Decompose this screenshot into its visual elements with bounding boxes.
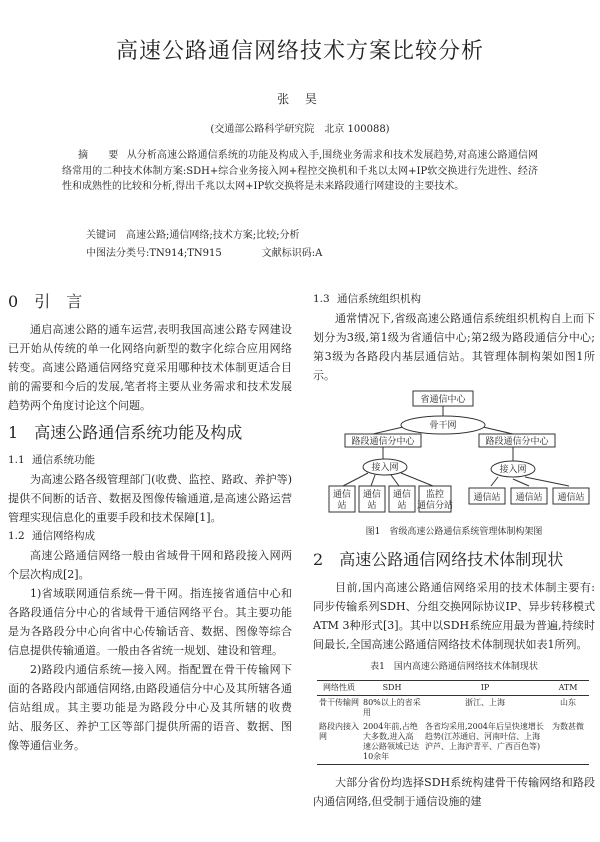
table-1-caption: 表1 国内高速公路通信网络技术体制现状 [370, 662, 538, 672]
abstract [62, 148, 538, 195]
station-label: 通信站 [332, 490, 352, 511]
table-cell: 2004年前,占绝大多数,进入高速公路领域已达10余年 [361, 720, 423, 765]
classification: 中图法分类号:TN914;TN915 [86, 248, 222, 259]
management-structure-diagram [313, 389, 595, 519]
doc-code: 文献标识码:A [261, 248, 323, 259]
author: 张 昊 [277, 92, 323, 106]
affiliation: (交通部公路科学研究院 北京 100088) [210, 124, 390, 135]
section-1-1-paragraph: 为高速公路各级管理部门(收费、监控、路政、养护等)提供不间断的话音、数据及图像传输通道,是高速公路运营管理实现信息化的重要手段和技术保障[1]。 [8, 473, 292, 524]
station-label: 通信站 [362, 490, 382, 511]
station-label: 通信站 [557, 493, 585, 503]
classification-line [86, 244, 322, 259]
abstract-label: 摘 要 [78, 150, 124, 161]
abstract-text: 从分析高速公路通信系统的功能及构成入手,围绕业务需求和技术发展趋势,对高速公路通信网络常用的二种技术体制方案:SDH+综合业务接入网+程控交换机和千兆以太网+IP软交换进行先进性、经济性和成熟性的比较和分析,得出千兆以太网+IP软交换将是未来路段通行网建设的主要技术。 [62, 150, 539, 192]
section-1-1-number: 1.1 [8, 454, 25, 466]
section-1-2-paragraph-2: 1)省域联网通信系统—骨干网。指连接省通信中心和各路段通信分中心的省域骨干通信网络平台。其主要功能是为各路段分中心向省中心传输话音、数据、图像等综合信息提供传输通道。一般由各省统一规划、建设和管理。 [8, 587, 292, 657]
after-table-paragraph: 大部分省份均选择SDH系统构建骨干传输网络和路段内通信网络,但受制于通信设施的建 [313, 776, 595, 808]
section-1-2-paragraph-3: 2)路段内通信系统—接入网。指配置在骨干传输网下面的各路段内部通信网络,由路段通信分中心及其所辖各通信站组成。其主要功能是为路段分中心及其所辖的收费站、服务区、养护工区等部门提供所需的语音、数据、图像等通信业务。 [8, 663, 292, 752]
table-cell: 骨干传输网 [319, 698, 359, 707]
table-row [317, 720, 589, 765]
section-1-title: 高速公路通信系统功能及构成 [34, 423, 243, 442]
left-column [8, 290, 292, 755]
section-1-heading [8, 421, 292, 445]
section-2-heading [313, 548, 595, 572]
table-header: 网络性质 [317, 681, 361, 696]
station-label: 通信站 [515, 493, 543, 503]
sub-center-left-label: 路段通信分中心 [351, 437, 415, 447]
access-net-left-label: 接入网 [371, 463, 399, 473]
figure-1-caption: 图1 省级高速公路通信系统管理体制构架图 [365, 527, 543, 537]
table-row [317, 696, 589, 721]
table-header-row [317, 681, 589, 696]
table-header: SDH [361, 681, 423, 696]
table-cell: 山东 [560, 698, 576, 707]
paper-title: 高速公路通信网络技术方案比较分析 [115, 39, 484, 64]
section-1-number: 1 [8, 423, 19, 442]
section-1-2-paragraph-1: 高速公路通信网络一般由省域骨干网和路段接入网两个层次构成[2]。 [8, 549, 292, 581]
table-header: IP [423, 681, 547, 696]
table-cell: 80%以上的省采用 [363, 698, 421, 717]
sub-center-right-label: 路段通信分中心 [485, 437, 549, 447]
section-1-3-title: 通信系统组织机构 [337, 293, 421, 305]
table-header: ATM [547, 681, 589, 696]
provincial-center-label: 省通信中心 [420, 395, 466, 405]
section-1-2-title: 通信网络构成 [32, 530, 95, 542]
table-1 [317, 680, 589, 765]
section-0-title: 引 言 [34, 292, 83, 311]
section-1-3-heading [313, 290, 595, 309]
access-net-right-label: 接入网 [499, 465, 527, 475]
monitor-station-label: 监控通信分站 [416, 490, 454, 511]
section-1-3-number: 1.3 [313, 293, 330, 305]
section-1-2-number: 1.2 [8, 530, 25, 542]
section-2-number: 2 [313, 550, 324, 569]
station-label: 通信站 [473, 493, 501, 503]
section-0-paragraph: 通启高速公路的通车运营,表明我国高速公路专网建设已开始从传统的单一化网络向新型的数字化综合应用网络转变。高速公路通信网络究竟采用哪种技术体制更适合目前的需要和今后的发展,笔者将主要从业务需求和技术发展趋势两个角度讨论这个问题。 [8, 323, 292, 412]
section-1-1-heading [8, 451, 292, 470]
table-cell: 为数甚微 [547, 720, 589, 765]
section-1-3-paragraph: 通常情况下,省级高速公路通信系统组织机构自上而下划分为3级,第1级为省通信中心;第2级为路段通信分中心;第3级为各路段内基层通信站。其管理体制构架如图1所示。 [313, 312, 595, 382]
right-column [313, 290, 595, 811]
section-2-title: 高速公路通信网络技术体制现状 [339, 550, 564, 569]
backbone-label: 骨干网 [429, 421, 457, 431]
section-0-number: 0 [8, 292, 19, 311]
station-label: 通信站 [392, 490, 412, 511]
table-cell: 各省均采用,2004年后呈快速增长趋势(江苏通启、河南叶信、上海沪芦、上海沪青平、广西百色等) [423, 720, 547, 765]
table-cell: 路段内接入网 [317, 720, 361, 765]
section-0-heading [8, 290, 292, 314]
section-2-paragraph: 目前,国内高速公路通信网络采用的技术体制主要有:同步传输系列SDH、分组交换网际协议IP、异步转移模式ATM 3种形式[3]。其中以SDH系统应用最为普遍,持续时间最长,全国高速公路通信网络技术体制现状如表1所列。 [313, 581, 595, 651]
section-1-1-title: 通信系统功能 [32, 454, 95, 466]
section-1-2-heading [8, 527, 292, 546]
table-cell: 浙江、上海 [465, 698, 505, 707]
figure-1 [313, 389, 595, 519]
keywords: 关键词 高速公路;通信网络;技术方案;比较;分析 [86, 230, 300, 241]
